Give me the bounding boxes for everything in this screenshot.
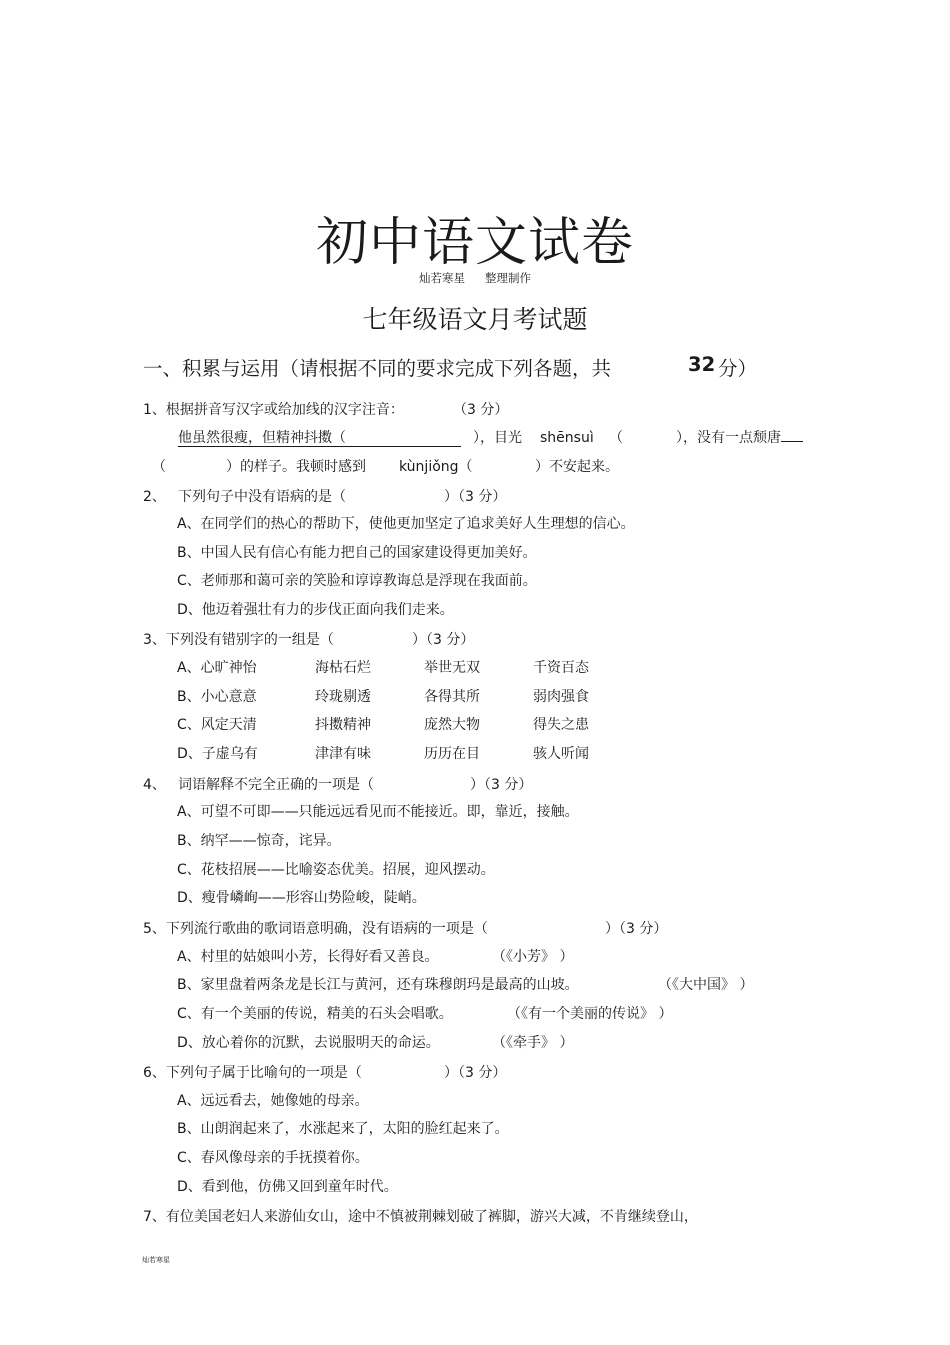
question-text: （ (609, 430, 623, 446)
exam-subtitle: 七年级语文月考试题 (362, 305, 588, 334)
question-text: ），没有一点颓唐 (676, 429, 803, 447)
option: C、有一个美丽的传说，精美的石头会唱歌。 (177, 1006, 453, 1022)
option-cell: 得失之患 (533, 717, 589, 733)
option-source: （《小芳》 ） (492, 949, 574, 965)
option-cell: 弱肉强食 (533, 689, 589, 705)
question-text: ）的样子。我顿时感到 (226, 459, 366, 475)
question-number: 4、 (143, 777, 166, 793)
pinyin-text: shēnsuì (540, 430, 594, 446)
option-cell: 举世无双 (424, 660, 480, 676)
question-stem: 1、根据拼音写汉字或给加线的汉字注音： (143, 402, 404, 418)
question-text: （ (152, 459, 166, 475)
question-line (178, 429, 461, 447)
option: C、花枝招展——比喻姿态优美。招展，迎风摆动。 (177, 862, 495, 878)
option: A、远远看去，她像她的母亲。 (177, 1093, 369, 1109)
question-stem: 6、下列句子属于比喻句的一项是（ (143, 1065, 362, 1081)
option: A、村里的姑娘叫小芳，长得好看又善良。 (177, 949, 439, 965)
option-cell: A、心旷神怡 (177, 660, 257, 676)
option-cell: 骇人听闻 (533, 746, 589, 762)
question-points: ）（3 分） (470, 777, 533, 793)
pinyin-text: kùnjiǒng（ (399, 459, 473, 475)
author-line (0, 270, 950, 286)
question-number: 2、 (143, 489, 166, 505)
option: B、家里盘着两条龙是长江与黄河，还有珠穆朗玛是最高的山坡。 (177, 977, 579, 993)
option: B、山朗润起来了，水涨起来了，太阳的脸红起来了。 (177, 1121, 509, 1137)
question-text: ），目光 (473, 430, 522, 446)
question-points: ）（3 分） (444, 489, 507, 505)
option-cell: 庞然大物 (424, 717, 480, 733)
question-points: ）（3 分） (412, 632, 475, 648)
option-cell: 抖擞精神 (315, 717, 371, 733)
section-score: 32 (688, 353, 716, 376)
blank-underline (781, 441, 803, 442)
question-stem: 3、下列没有错别字的一组是（ (143, 632, 334, 648)
author-name: 灿若寒星 (419, 271, 465, 285)
option: D、放心着你的沉默，去说服明天的命运。 (177, 1035, 440, 1051)
question-text: ）不安起来。 (535, 459, 619, 475)
option-cell: 历历在目 (424, 746, 480, 762)
section-heading-tail: 分） (718, 357, 758, 380)
page-footer: 灿若寒星 (142, 1256, 170, 1264)
option: D、看到他，仿佛又回到童年时代。 (177, 1179, 398, 1195)
question-stem: 5、下列流行歌曲的歌词语意明确，没有语病的一项是（ (143, 921, 488, 937)
option: D、瘦骨嶙峋——形容山势险峻，陡峭。 (177, 890, 426, 906)
option: A、可望不可即——只能远远看见而不能接近。即，靠近，接触。 (177, 804, 579, 820)
question-points: ）（3 分） (444, 1065, 507, 1081)
question-points: ）（3 分） (605, 921, 668, 937)
option-cell: 各得其所 (424, 689, 480, 705)
option-cell: 津津有味 (315, 746, 371, 762)
option: D、他迈着强壮有力的步伐正面向我们走来。 (177, 602, 454, 618)
author-note: 整理制作 (485, 271, 531, 285)
document-title: 初中语文试卷 (315, 213, 634, 273)
question-stem: 词语解释不完全正确的一项是（ (178, 777, 374, 793)
question-points: （3 分） (453, 402, 509, 418)
option-cell: B、小心意意 (177, 689, 257, 705)
question-7: 7、有位美国老妇人来游仙女山，途中不慎被荆棘划破了裤脚，游兴大减，不肯继续登山， (143, 1209, 698, 1225)
option-cell: C、风定天清 (177, 717, 257, 733)
option-cell: D、子虚乌有 (177, 746, 258, 762)
section-heading (143, 353, 758, 381)
option-cell: 海枯石烂 (315, 660, 371, 676)
option-source: （《牵手》 ） (492, 1035, 574, 1051)
section-heading-text: 一、积累与运用（请根据不同的要求完成下列各题，共 (143, 357, 612, 380)
option: A、在同学们的热心的帮助下，使他更加坚定了追求美好人生理想的信心。 (177, 516, 635, 532)
question-stem: 下列句子中没有语病的是（ (178, 489, 346, 505)
option: C、春风像母亲的手抚摸着你。 (177, 1150, 369, 1166)
option-source: （《大中国》 ） (658, 977, 754, 993)
option-cell: 千资百态 (533, 660, 589, 676)
option-source: （《有一个美丽的传说》 ） (507, 1006, 673, 1022)
option: B、中国人民有信心有能力把自己的国家建设得更加美好。 (177, 545, 537, 561)
option: C、老师那和蔼可亲的笑脸和谆谆教诲总是浮现在我面前。 (177, 573, 537, 589)
blank-underline: 他虽然很瘦，但精神抖擞（ (178, 430, 461, 447)
option-cell: 玲珑剔透 (315, 689, 371, 705)
option: B、纳罕——惊奇，诧异。 (177, 833, 341, 849)
